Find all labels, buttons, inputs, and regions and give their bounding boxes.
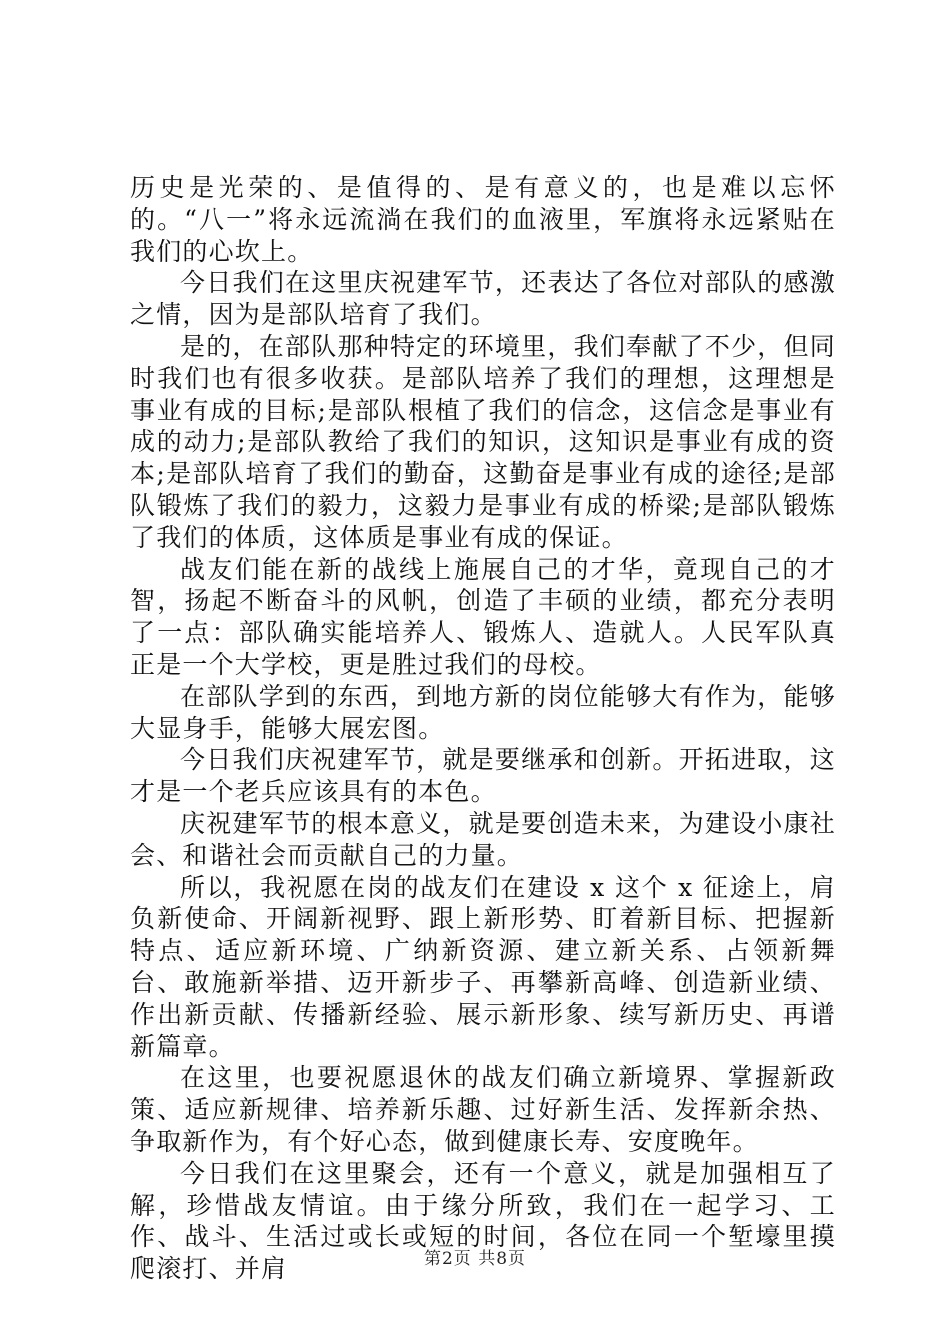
paragraph: 是的，在部队那种特定的环境里，我们奉献了不少，但同时我们也有很多收获。是部队培养了我们的理想，这理想是事业有成的目标;是部队根植了我们的信念，这信念是事业有成的动力;是部队教给了我们的知识，这知识是事业有成的资本;是部队培育了我们的勤奋，这勤奋是事业有成的途径;是部队锻炼了我们的毅力，这毅力是事业有成的桥梁;是部队锻炼了我们的体质，这体质是事业有成的保证。 (130, 331, 836, 552)
paragraph: 在这里，也要祝愿退休的战友们确立新境界、掌握新政策、适应新规律、培养新乐趣、过好新生活、发挥新余热、争取新作为，有个好心态，做到健康长寿、安度晚年。 (130, 1063, 836, 1156)
paragraph: 在部队学到的东西，到地方新的岗位能够大有作为，能够大显身手，能够大展宏图。 (130, 681, 836, 743)
paragraph: 今日我们在这里庆祝建军节，还表达了各位对部队的感激之情，因为是部队培育了我们。 (130, 268, 836, 330)
paragraph: 今日我们庆祝建军节，就是要继承和创新。开拓进取，这才是一个老兵应该具有的本色。 (130, 745, 836, 807)
paragraph: 庆祝建军节的根本意义，就是要创造未来，为建设小康社会、和谐社会而贡献自己的力量。 (130, 808, 836, 870)
paragraph: 历史是光荣的、是值得的、是有意义的，也是难以忘怀的。“八一”将永远流淌在我们的血液里，军旗将永远紧贴在我们的心坎上。 (130, 173, 836, 266)
paragraph: 今日我们在这里聚会，还有一个意义，就是加强相互了解，珍惜战友情谊。由于缘分所致，我们在一起学习、工作、战斗、生活过或长或短的时间，各位在同一个堑壕里摸爬滚打、并肩 (130, 1158, 836, 1284)
document-body (130, 172, 836, 1285)
page-number-footer: 第2页 共8页 (423, 1249, 527, 1269)
paragraph: 战友们能在新的战线上施展自己的才华，竟现自己的才智，扬起不断奋斗的风帆，创造了丰硕的业绩，都充分表明了一点：部队确实能培养人、锻炼人、造就人。人民军队真正是一个大学校，更是胜过我们的母校。 (130, 554, 836, 679)
paragraph: 所以，我祝愿在岗的战友们在建设 x 这个 x 征途上，肩负新使命、开阔新视野、跟上新形势、盯着新目标、把握新特点、适应新环境、广纳新资源、建立新关系、占领新舞台、敢施新举措、迈开新步子、再攀新高峰、创造新业绩、作出新贡献、传播新经验、展示新形象、续写新历史、再谱新篇章。 (130, 872, 836, 1061)
